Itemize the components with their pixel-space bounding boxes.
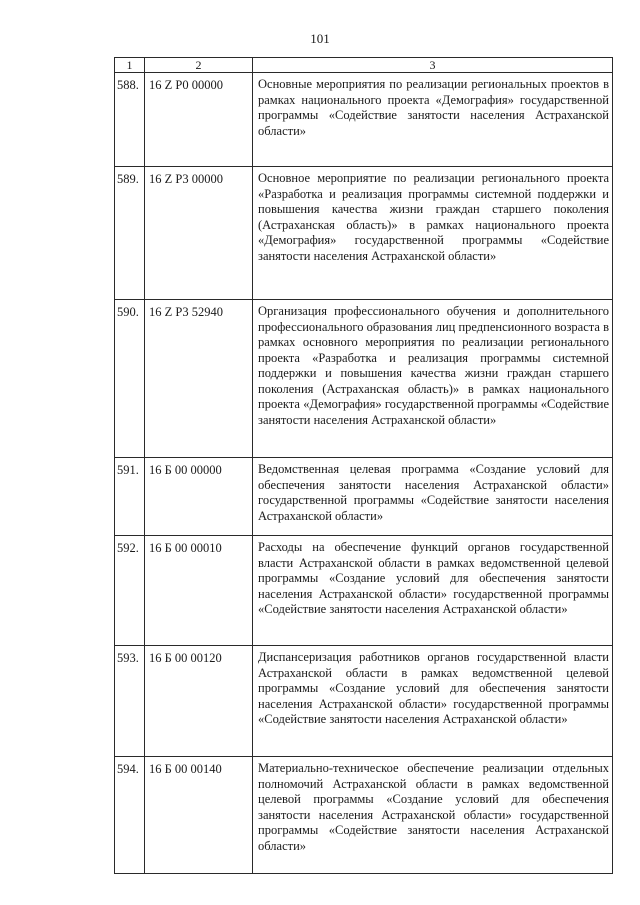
table-header-row (115, 58, 613, 73)
row-description: Основное мероприятие по реализации регионального проекта «Разработка и реализация программы системной поддержки и повышения качества жизни граждан старшего поколения (Астраханская область)» в рамках национального проекта «Демография» государственной программы «Содействие занятости населения Астраханской области» (253, 167, 613, 300)
row-description: Основные мероприятия по реализации региональных проектов в рамках национального проекта «Демография» государственной программы «Содействие занятости населения Астраханской области» (253, 73, 613, 167)
row-number: 590. (115, 300, 145, 458)
row-description: Материально-техническое обеспечение реализации отдельных полномочий Астраханской области в рамках ведомственной целевой программы «Создание условий для обеспечения занятости населения Астраханской области» государственной программы «Содействие занятости населения Астраханской области» (253, 757, 613, 874)
table-row (115, 757, 613, 874)
row-number: 594. (115, 757, 145, 874)
classification-code: 16 Z P3 00000 (145, 167, 253, 300)
row-description: Расходы на обеспечение функций органов государственной власти Астраханской области в рамках ведомственной целевой программы «Создание условий для обеспечения занятости населения Астраханской области» государственной программы «Содействие занятости населения Астраханской области» (253, 536, 613, 646)
classification-code: 16 Z P3 52940 (145, 300, 253, 458)
table-row (115, 300, 613, 458)
table-row (115, 73, 613, 167)
row-number: 592. (115, 536, 145, 646)
column-header-3: 3 (253, 58, 613, 73)
classification-code: 16 Б 00 00140 (145, 757, 253, 874)
row-description: Ведомственная целевая программа «Создание условий для обеспечения занятости населения Астраханской области» государственной программы «Содействие занятости населения Астраханской области» (253, 458, 613, 536)
classification-code: 16 Б 00 00000 (145, 458, 253, 536)
column-header-1: 1 (115, 58, 145, 73)
classification-code: 16 Б 00 00120 (145, 646, 253, 757)
row-number: 593. (115, 646, 145, 757)
row-number: 588. (115, 73, 145, 167)
classification-code: 16 Б 00 00010 (145, 536, 253, 646)
table-row (115, 458, 613, 536)
classification-code: 16 Z P0 00000 (145, 73, 253, 167)
row-number: 591. (115, 458, 145, 536)
row-number: 589. (115, 167, 145, 300)
row-description: Организация профессионального обучения и дополнительного профессионального образования лиц предпенсионного возраста в рамках основного мероприятия по реализации регионального проекта «Разработка и реализация программы системной поддержки и повышения качества жизни граждан старшего поколения (Астраханская область)» в рамках национального проекта «Демография» государственной программы «Содействие занятости населения Астраханской области» (253, 300, 613, 458)
table-row (115, 167, 613, 300)
table-row (115, 536, 613, 646)
column-header-2: 2 (145, 58, 253, 73)
row-description: Диспансеризация работников органов государственной власти Астраханской области в рамках ведомственной целевой программы «Создание условий для обеспечения занятости населения Астраханской области» государственной программы «Содействие занятости населения Астраханской области» (253, 646, 613, 757)
budget-classification-table (114, 57, 613, 874)
page-number: 101 (310, 31, 330, 46)
table-row (115, 646, 613, 757)
